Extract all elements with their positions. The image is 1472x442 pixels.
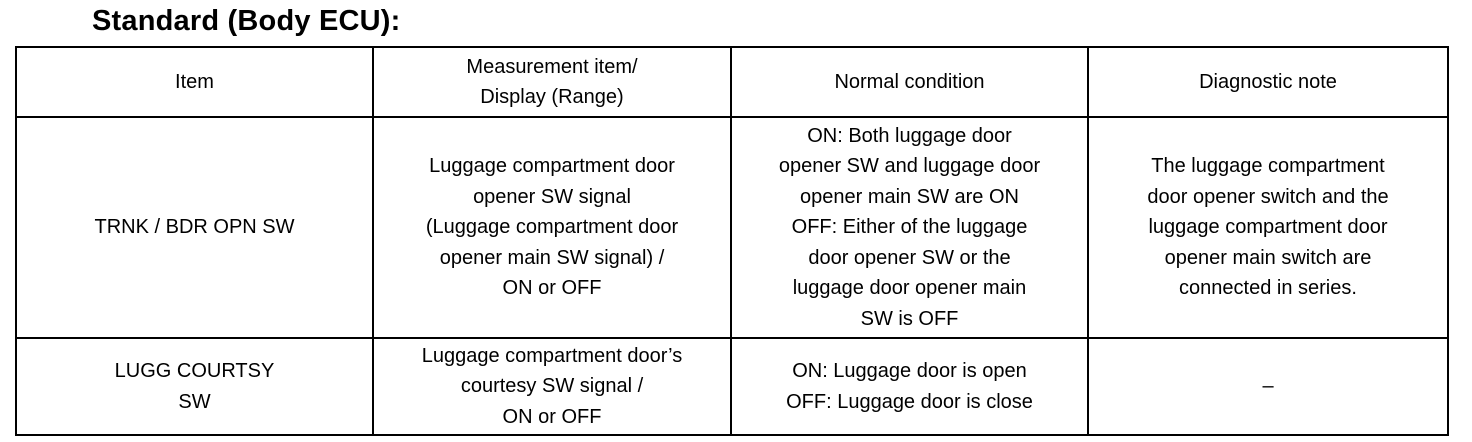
table-row bbox=[16, 338, 1448, 435]
column-header-diagnostic-note: Diagnostic note bbox=[1088, 47, 1448, 117]
cell-item: LUGG COURTSY SW bbox=[16, 338, 373, 435]
table-header-row bbox=[16, 47, 1448, 117]
cell-normal-condition: ON: Both luggage door opener SW and luggage door opener main SW are ON OFF: Either of the luggage door opener SW or the luggage door opener main SW is OFF bbox=[731, 117, 1088, 338]
cell-item: TRNK / BDR OPN SW bbox=[16, 117, 373, 338]
cell-normal-condition: ON: Luggage door is open OFF: Luggage door is close bbox=[731, 338, 1088, 435]
cell-measurement: Luggage compartment door opener SW signal (Luggage compartment door opener main SW signal) / ON or OFF bbox=[373, 117, 731, 338]
section-heading: Standard (Body ECU): bbox=[92, 5, 401, 37]
cell-diagnostic-note: – bbox=[1088, 338, 1448, 435]
table-row bbox=[16, 117, 1448, 338]
column-header-measurement: Measurement item/ Display (Range) bbox=[373, 47, 731, 117]
column-header-normal-condition: Normal condition bbox=[731, 47, 1088, 117]
cell-measurement: Luggage compartment door’s courtesy SW signal / ON or OFF bbox=[373, 338, 731, 435]
data-list-table bbox=[15, 46, 1449, 436]
cell-diagnostic-note: The luggage compartment door opener switch and the luggage compartment door opener main switch are connected in series. bbox=[1088, 117, 1448, 338]
column-header-item: Item bbox=[16, 47, 373, 117]
